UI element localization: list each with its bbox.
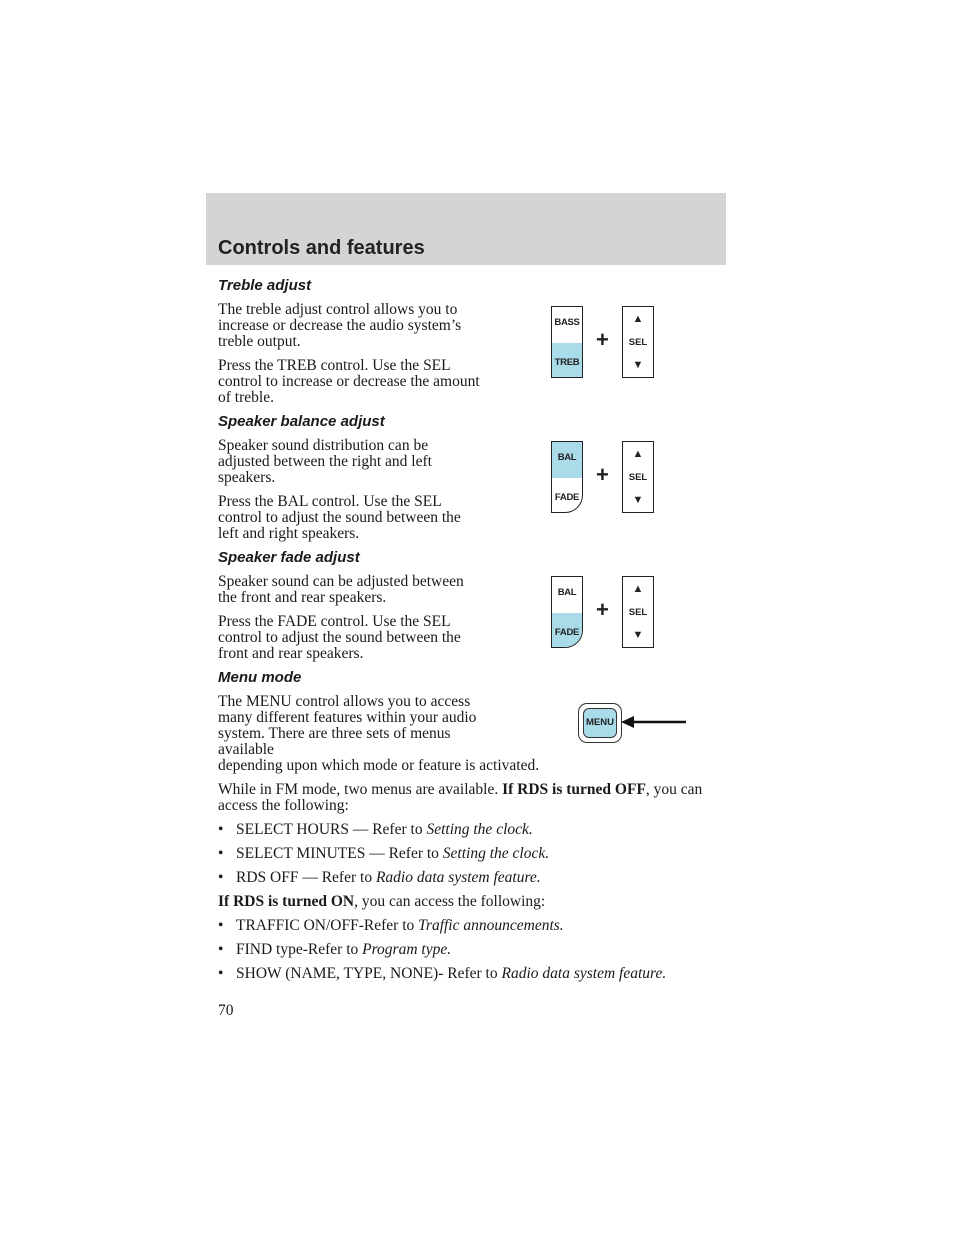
menu-button-label: MENU xyxy=(583,708,617,738)
menu-fm-tail: , you can access the following: xyxy=(218,781,703,814)
list-item: • SHOW (NAME, TYPE, NONE)- Refer to Radio data system feature. xyxy=(218,965,667,982)
list-item: • FIND type-Refer to Program type. xyxy=(218,941,452,958)
menu-rds-on-text xyxy=(218,894,728,910)
plus-icon: + xyxy=(596,597,609,622)
key-top-label: BAL xyxy=(557,587,577,598)
key-bottom-label: FADE xyxy=(554,492,580,503)
rds-on-label: If RDS is turned ON xyxy=(218,893,355,910)
triangle-down-icon: ▼ xyxy=(632,629,644,641)
cross-reference: Setting the clock. xyxy=(442,845,550,862)
fade-description: Speaker sound can be adjusted between the front and rear speakers. xyxy=(218,573,464,606)
list-item: • RDS OFF — Refer to Radio data system feature. xyxy=(218,869,541,886)
list-item: • SELECT MINUTES — Refer to Setting the clock. xyxy=(218,845,550,862)
sel-key xyxy=(622,441,654,513)
key-bottom-label: FADE xyxy=(554,627,580,638)
balance-description: Speaker sound distribution can be adjusted between the right and left speakers. xyxy=(218,437,432,486)
page-number: 70 xyxy=(218,1002,234,1019)
fade-heading: Speaker fade adjust xyxy=(218,549,360,566)
cross-reference: Program type. xyxy=(362,941,452,958)
rds-off-list xyxy=(218,822,728,886)
header-band xyxy=(206,193,726,265)
menu-heading: Menu mode xyxy=(218,669,302,686)
menu-description: The MENU control allows you to access many different features within your audio system. There are three sets of menus available depending upon which mode or feature is activated. xyxy=(218,693,540,774)
rds-off-label: If RDS is turned OFF xyxy=(502,781,646,798)
bass-treb-key xyxy=(551,306,583,378)
triangle-down-icon: ▼ xyxy=(632,359,644,371)
treble-instructions: Press the TREB control. Use the SEL control to increase or decrease the amount of treble. xyxy=(218,357,480,406)
sel-key xyxy=(622,576,654,648)
cross-reference: Setting the clock. xyxy=(426,821,533,838)
balance-instructions: Press the BAL control. Use the SEL control to adjust the sound between the left and right speakers. xyxy=(218,493,461,542)
page-header-title: Controls and features xyxy=(218,237,425,259)
triangle-down-icon: ▼ xyxy=(632,494,644,506)
cross-reference: Radio data system feature. xyxy=(501,965,667,982)
plus-icon: + xyxy=(596,327,609,352)
sel-label: SEL xyxy=(628,607,648,618)
fade-instructions: Press the FADE control. Use the SEL control to adjust the sound between the front and rear speakers. xyxy=(218,613,461,662)
pointer-arrow-icon xyxy=(620,712,688,732)
triangle-up-icon: ▲ xyxy=(632,583,644,595)
menu-button-illustration xyxy=(578,703,622,743)
list-item: • SELECT HOURS — Refer to Setting the clock. xyxy=(218,821,533,838)
bal-fade-key xyxy=(551,576,583,648)
menu-fm-mode-text xyxy=(218,782,728,814)
key-bottom-label: TREB xyxy=(554,357,580,368)
rds-on-list xyxy=(218,918,728,982)
list-item: • TRAFFIC ON/OFF-Refer to Traffic announcements. xyxy=(218,917,564,934)
key-top-label: BAL xyxy=(557,452,577,463)
treble-heading: Treble adjust xyxy=(218,277,312,294)
sel-label: SEL xyxy=(628,472,648,483)
balance-heading: Speaker balance adjust xyxy=(218,413,385,430)
menu-fm-intro: While in FM mode, two menus are available. xyxy=(218,781,503,798)
sel-label: SEL xyxy=(628,337,648,348)
sel-key xyxy=(622,306,654,378)
cross-reference: Radio data system feature. xyxy=(375,869,541,886)
cross-reference: Traffic announcements. xyxy=(418,917,564,934)
triangle-up-icon: ▲ xyxy=(632,313,644,325)
rds-on-tail: , you can access the following: xyxy=(354,893,546,910)
key-top-label: BASS xyxy=(554,317,580,328)
triangle-up-icon: ▲ xyxy=(632,448,644,460)
bal-fade-key xyxy=(551,441,583,513)
plus-icon: + xyxy=(596,462,609,487)
treble-description: The treble adjust control allows you to increase or decrease the audio system’s treble output. xyxy=(218,301,462,350)
